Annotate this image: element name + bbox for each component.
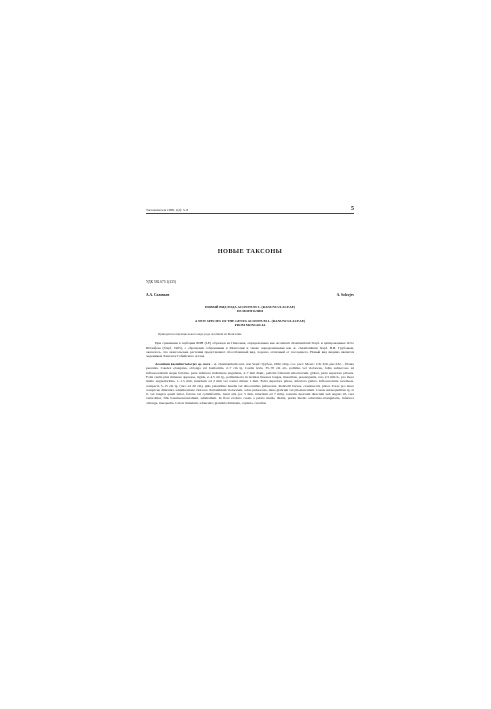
species-name: Aconitum kasmlini Solovjev sp. nova (155, 362, 211, 367)
body-paragraph-1: При сравнении в гербарии БИН (LE) образцов из Гималаев, определенных как Aconitum chasmanthum Stapf. и цитированных Отто Штапфом (Stapf, 1905), с образцами собранными в Монголии и также определенными как A. chasmanthum Stapf. В.И. Грубовым, оказалось, что монгольские растения представляют обособленный вид, хорошо отличный от последнего. Новый вид видимо является эндемиком Хангая и Гобийского Алтая. (146, 341, 354, 359)
title-ru-line1: НОВЫЙ ВИД РОДА ACONITUM L. (RANUNCULACEAE) (204, 304, 296, 309)
udc-code: УДК 582.675.1(235) (146, 280, 177, 284)
author-line (146, 293, 354, 297)
journal-citation: Turczaninowia 1998, 1(2): 5–8 (146, 208, 189, 212)
title-en-line2: FROM MONGOLIA (234, 322, 266, 327)
title-english (146, 319, 354, 327)
body-paragraph-2 (146, 362, 354, 405)
paper-page (146, 206, 354, 409)
title-en-line1: A NEW SPECIES OF THE GENUS ACONITUM L. (RANUNCULACEAE) (194, 318, 306, 323)
header-rule (146, 213, 354, 214)
author-ru: А.А. Соловьев (146, 293, 170, 298)
title-ru-line2: ИЗ МОНГОЛИИ (236, 308, 264, 313)
species-description: – A. chasmanthum auct. non Stapf: Грубов, 1982, Опр. сос. раст. Монг.: 118, 320, рис.232. – Planta perennis. Caudex elongatus, oblonga vel fusiformis, 2–7 cm lg. Caulis levis, 35–70 cm alt., pallidus vel violaceus, foliis subnovoso ad inflorescentiam usque foliatus, parte inferiore indistincte angulatus, 4–7 mm diam., petiolis foliorum emortuorum, glaber, parte superiore pilosus. Folia caulis plus minusve appressa, rigida, 2–4.5 cm lg., palmatisecta in lacinias lineares longas, linearibus, praeangustis, raro 2.5 mm lt., pro more multo angustioribus, 1–1.5 mm, interdum ad 2 mm vel contra minus 1 mm. Folia superiora pilosa, inferiora glabra. Inflorescentia racemosa, compacta 5–15 cm lg. (raro ad 20 cm), pilis patentibus haudis vel albocanibus pubescens. Pedicelli breves, crassiusculi, pilosi. Tores pro more conspicue dilataturi, adumbratione violacea. Perianthium violaceum, ocius pubescens, intus glabrum vel pilosiusculum. Cassis subaequalibus lg. et lt. vel longior quam latior, falcata vel cymbiformis, basal alta (ca. 5 mm, interdum ad 7 mm), rostrum deorsum directum sub angulo 45, rare verticaliter, filis basulaoruncutalium, submallum. In flore evoluto cassis a petalo medio distita, petala medio orbiculato-triangularia, inferiora oblonga, inaequalia. Calcar minutum, aduncatis; glandula diminuta, capitata, cucullus (146, 362, 354, 405)
abstract: Приводится описание нового вида рода Aconitum из Монголии. (158, 331, 242, 336)
page-number: 5 (351, 206, 354, 212)
author-en: A. Solovjev (336, 293, 354, 298)
running-header (146, 206, 354, 212)
section-title: НОВЫЕ ТАКСОНЫ (217, 248, 283, 255)
title-russian (146, 305, 354, 313)
